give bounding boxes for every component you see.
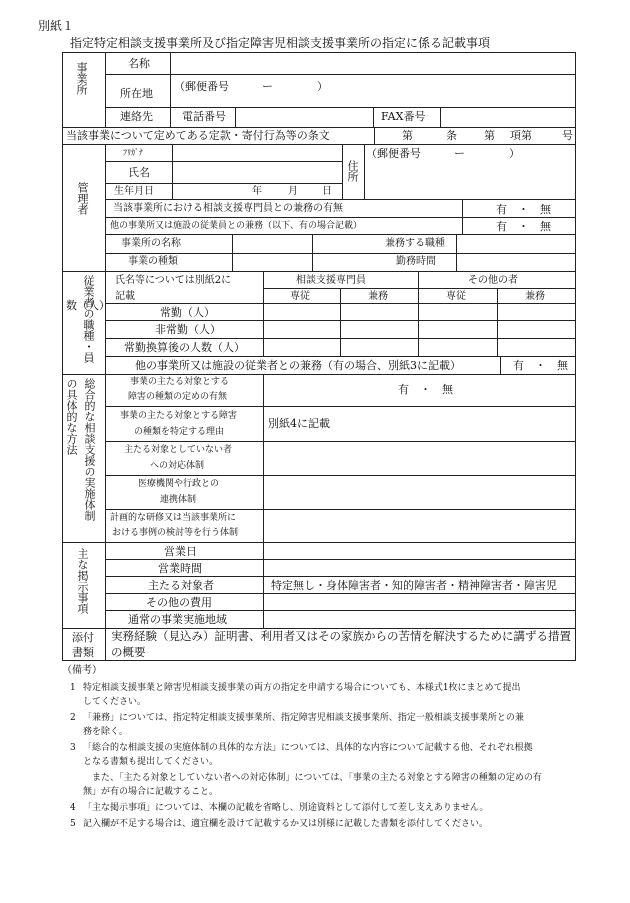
birth-day: 日 — [322, 186, 332, 197]
articles-dai: 第 — [402, 129, 413, 142]
remark-3-number: 3 — [70, 743, 76, 753]
staff-note-line2: 記載 — [115, 291, 135, 302]
phone-field[interactable] — [237, 109, 372, 126]
office-name-field[interactable] — [172, 54, 574, 73]
remark-4-line1: 「主な掲示事項」については、本欄の記載を省略し、別途資料として添付して差し支えありません。 — [83, 803, 489, 813]
business-hours-field[interactable] — [265, 561, 574, 575]
col-specialist-header: 相談支援専門員 — [296, 275, 366, 286]
col-specialist-concurrent: 兼務 — [368, 291, 388, 302]
business-type-label: 事業の種類 — [128, 256, 178, 267]
support-training-field[interactable] — [265, 511, 574, 541]
staff-note-line1: 氏名等については別紙2に — [115, 275, 232, 286]
notices-section-label: 主な掲示事項 — [76, 548, 89, 614]
concurrent-specialist-yes-no[interactable]: 有 ・ 無 — [496, 203, 551, 216]
articles-gou: 号 — [562, 129, 573, 142]
notice-other-costs: その他の費用 — [146, 596, 212, 609]
articles-label: 当該事業について定めてある定款・寄付行為等の条文 — [66, 129, 330, 142]
support-reason-value: 別紙4に記載 — [268, 417, 330, 430]
articles-dai-2: 第 — [484, 129, 495, 142]
attachments-label-1: 添付 — [72, 631, 94, 644]
furigana-label: ﾌﾘｶﾞﾅ — [123, 148, 143, 157]
manager-address-label: 住所 — [346, 160, 359, 182]
business-days-field[interactable] — [265, 544, 574, 558]
support-row2-line1: 事業の主たる対象とする障害 — [120, 411, 238, 421]
support-row1-line1: 事業の主たる対象とする — [130, 377, 230, 387]
phone-label: 電話番号 — [182, 110, 226, 123]
support-row4-line1: 医療機関や行政との — [138, 479, 220, 489]
fax-field[interactable] — [442, 109, 574, 126]
remark-1-number: 1 — [70, 683, 76, 693]
articles-jo: 条 — [446, 129, 457, 142]
concurrent-role-field[interactable] — [458, 236, 574, 252]
manager-section-label: 管理者 — [76, 182, 89, 215]
notice-service-area: 通常の事業実施地域 — [128, 613, 227, 626]
attachment-number: 別紙１ — [38, 19, 75, 33]
support-row5-line1: 計画的な研修又は当該事業所に — [110, 513, 237, 523]
birthdate-label: 生年月日 — [114, 186, 154, 197]
manager-address-field[interactable] — [366, 146, 574, 198]
concurrent-other-question: 他の事業所又は施設の従業員との兼務（以下、有の場合記載） — [110, 221, 363, 231]
support-target-yes-no[interactable]: 有 ・ 無 — [398, 383, 453, 396]
support-row5-line2: おける事例の検討等を行う体制 — [112, 528, 239, 538]
other-costs-field[interactable] — [265, 595, 574, 609]
col-other-concurrent: 兼務 — [525, 291, 545, 302]
attachments-line2: の概要 — [111, 645, 146, 659]
main-target-options[interactable]: 特定無し・身体障害者・知的障害者・精神障害者・障害児 — [271, 579, 557, 592]
concurrent-role-label: 兼務する職種 — [385, 238, 445, 249]
office-name-label: 名称 — [128, 57, 150, 70]
col-other-full: 専従 — [446, 291, 466, 302]
attachments-label-2: 書類 — [72, 646, 94, 659]
remark-2-number: 2 — [70, 713, 76, 723]
support-row4-line2: 連携体制 — [160, 495, 197, 505]
notice-main-target: 主たる対象者 — [148, 579, 214, 592]
manager-postal-code: （郵便番号 ー ） — [366, 147, 520, 160]
attachments-line1: 実務経験（見込み）証明書、利用者又はその家族からの苦情を解決するために講ずる措置 — [111, 629, 571, 643]
remark-3-line4: 無」が有の場合に記載すること。 — [83, 787, 219, 797]
remark-2-line1: 「兼務」については、指定特定相談支援事業所、指定障害児相談支援事業所、指定一般相談支援事業所との兼 — [83, 713, 524, 723]
office-address-field[interactable] — [172, 76, 574, 106]
remark-5-number: 5 — [70, 819, 76, 829]
service-area-field[interactable] — [265, 612, 574, 627]
furigana-field[interactable] — [174, 146, 341, 160]
remark-1-line1: 特定相談支援事業と障害児相談支援事業の両方の指定を申請する場合についても、本様式1枚にまとめて提出 — [83, 683, 521, 693]
concurrent-office-name-field[interactable] — [234, 236, 311, 252]
concurrent-other-yes-no[interactable]: 有 ・ 無 — [496, 220, 551, 233]
birth-year: 年 — [252, 186, 262, 197]
support-row1-line2: 障害の種類の定めの有無 — [128, 392, 228, 402]
birth-month: 月 — [288, 186, 298, 197]
contact-label: 連絡先 — [120, 110, 153, 123]
staff-other-office-yes-no[interactable]: 有 ・ 無 — [513, 359, 568, 372]
work-hours-label: 勤務時間 — [396, 256, 436, 267]
office-section-label: 事業所 — [75, 62, 88, 95]
staff-row-parttime: 非常勤（人） — [155, 323, 221, 336]
support-non-target-field[interactable] — [265, 443, 574, 474]
remark-3-line1: 「総合的な相談支援の実施体制の具体的な方法」については、具体的な内容について記載する他、それぞれ根拠 — [83, 743, 533, 753]
work-hours-field[interactable] — [458, 255, 574, 270]
office-postal-code: （郵便番号 ー ） — [174, 80, 328, 93]
support-section-label-b: 総合的な相談支援の実施体制 — [83, 378, 96, 521]
remark-3-line2: となる書類も提出してください。 — [83, 757, 219, 767]
staff-other-office-question: 他の事業所又は施設の従業者との兼務（有の場合、別紙3に記載） — [135, 359, 461, 372]
staff-row-equivalent: 常勤換算後の人数（人） — [124, 341, 245, 354]
support-row2-line2: の種類を特定する理由 — [134, 427, 225, 437]
support-coordination-field[interactable] — [265, 477, 574, 508]
business-type-field[interactable] — [234, 255, 311, 270]
support-row3-line1: 主たる対象としていない者 — [124, 445, 233, 455]
remark-4-number: 4 — [70, 803, 76, 813]
remark-1-line2: してください。 — [83, 697, 147, 707]
office-address-label: 所在地 — [120, 87, 153, 100]
remark-2-line2: 務を除く。 — [83, 727, 128, 737]
remark-3-line3: また、「主たる対象としていない者への対応体制」については、「事業の主たる対象とする障害の種類の定めの有 — [92, 773, 542, 783]
col-other-header: その他の者 — [468, 275, 518, 286]
support-row3-line2: への対応体制 — [150, 461, 205, 471]
remark-5-line1: 記入欄が不足する場合は、適宜欄を設けて記載するか又は別様に記載した書類を添付してください。 — [83, 819, 489, 829]
notice-business-days: 営業日 — [164, 545, 197, 558]
col-specialist-full: 専従 — [290, 291, 310, 302]
articles-kou: 項第 — [510, 129, 532, 142]
staff-section-label: 従業者の職種・員 — [82, 275, 95, 363]
concurrent-specialist-question: 当該事業所における相談支援専門員との兼務の有無 — [113, 203, 343, 214]
staff-section-count-label: 数（人） — [66, 299, 110, 312]
remarks-heading: （備考） — [62, 665, 102, 676]
support-section-label-a: の具体的な方法 — [65, 378, 78, 455]
form-title: 指定特定相談支援事業所及び指定障害児相談支援事業所の指定に係る記載事項 — [70, 36, 491, 50]
fax-label: FAX番号 — [381, 110, 426, 123]
manager-name-label: 氏名 — [128, 166, 150, 179]
staff-row-fulltime: 常勤（人） — [160, 306, 215, 319]
notice-business-hours: 営業時間 — [158, 562, 202, 575]
office-name-concurrent-label: 事業所の名称 — [121, 238, 181, 249]
manager-name-field[interactable] — [174, 163, 341, 182]
